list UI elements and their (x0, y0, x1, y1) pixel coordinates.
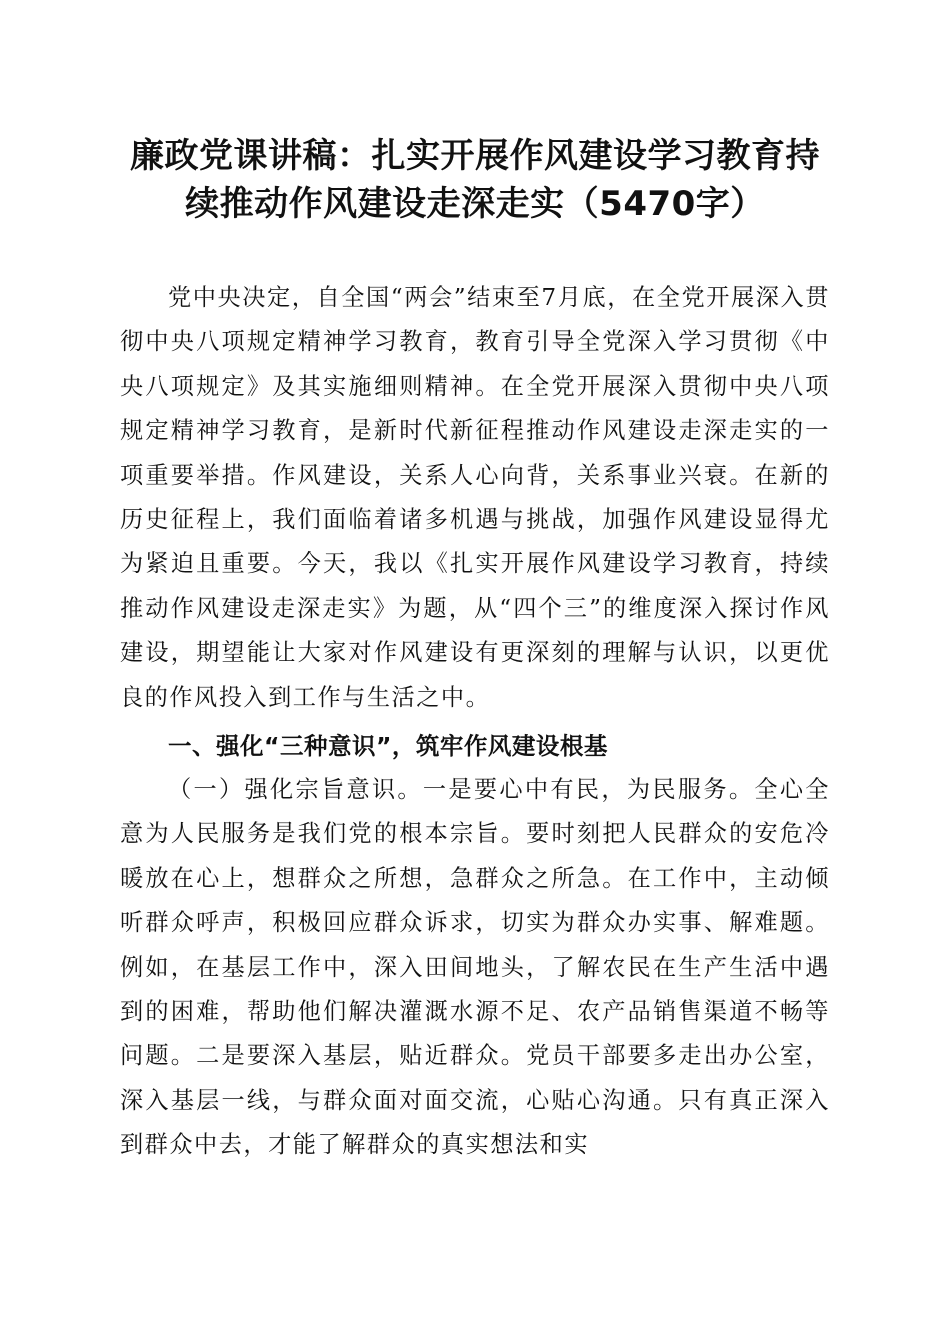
section-1-paragraph-1: （一）强化宗旨意识。一是要心中有民，为民服务。全心全意为人民服务是我们党的根本宗旨。要时刻把人民群众的安危冷暖放在心上，想群众之所想，急群众之所急。在工作中，主动倾听群众呼声，积极回应群众诉求，切实为群众办实事、解难题。例如，在基层工作中，深入田间地头，了解农民在生产生活中遇到的困难，帮助他们解决灌溉水源不足、农产品销售渠道不畅等问题。二是要深入基层，贴近群众。党员干部要多走出办公室，深入基层一线，与群众面对面交流，心贴心沟通。只有真正深入到群众中去，才能了解群众的真实想法和实 (120, 776, 830, 1159)
document-title-line-1: 廉政党课讲稿：扎实开展作风建设学习教育持 (130, 136, 820, 176)
section-heading-1: 一、强化“三种意识”，筑牢作风建设根基 (168, 732, 608, 760)
intro-paragraph: 党中央决定，自全国“两会”结束至7月底，在全党开展深入贯彻中央八项规定精神学习教育，教育引导全党深入学习贯彻《中央八项规定》及其实施细则精神。在全党开展深入贯彻中央八项规定精神学习教育，是新时代新征程推动作风建设走深走实的一项重要举措。作风建设，关系人心向背，关系事业兴衰。在新的历史征程上，我们面临着诸多机遇与挑战，加强作风建设显得尤为紧迫且重要。今天，我以《扎实开展作风建设学习教育，持续推动作风建设走深走实》为题，从“四个三”的维度深入探讨作风建设，期望能让大家对作风建设有更深刻的理解与认识，以更优良的作风投入到工作与生活之中。 (120, 284, 830, 711)
document-title-line-2: 续推动作风建设走深走实（5470字） (185, 184, 765, 224)
